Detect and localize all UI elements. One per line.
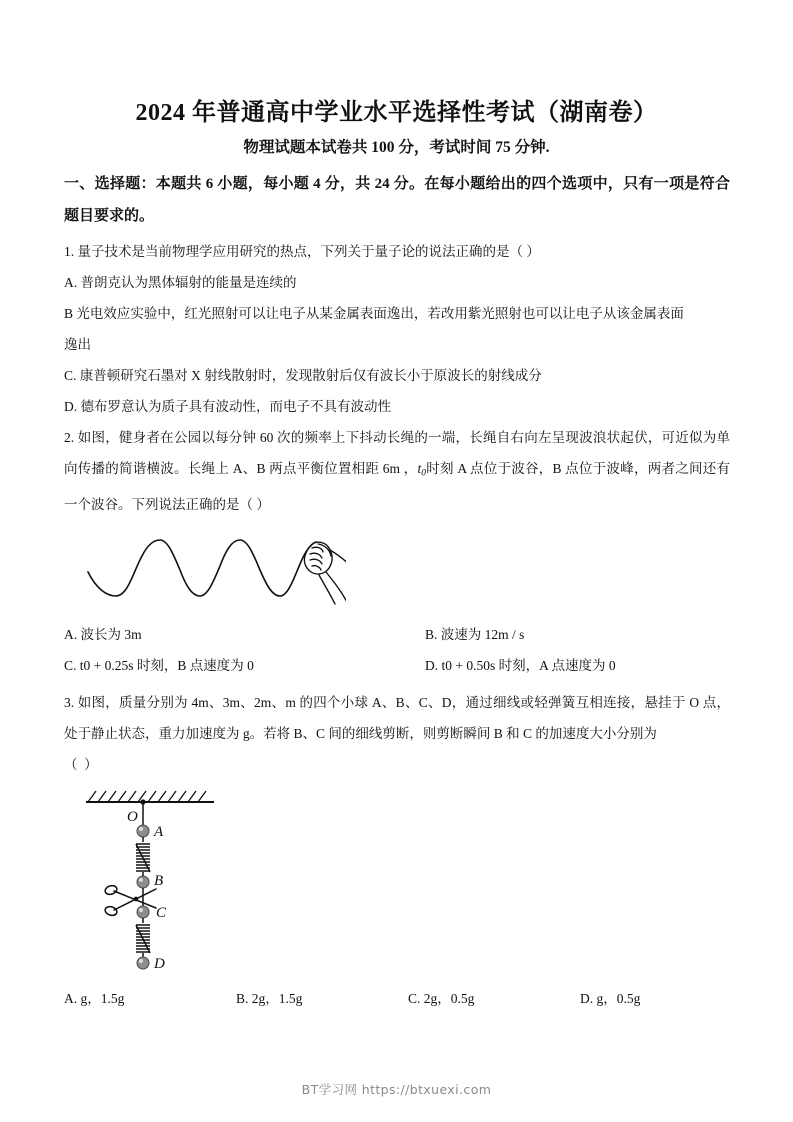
- exam-content: [64, 168, 730, 1014]
- section-instruction: 一、选择题：本题共 6 小题，每小题 4 分，共 24 分。在每小题给出的四个选项中，只有一项是符合题目要求的。: [64, 176, 730, 224]
- rope-wave-hand-figure: [86, 530, 730, 617]
- spring-C-D: [136, 918, 150, 958]
- question-3-option-d-text: g，0.5g: [596, 991, 641, 1007]
- question-2-option-b-label: B.: [425, 627, 438, 643]
- question-2-stem-part1: 2. 如图，健身者在公园以每分钟 60 次的频率上下抖动长绳的一端，长绳自右向左呈现波浪状起伏，可近似为单向传播的简谐横波。长绳上 A、B 两点平衡位置相距 6m ，: [64, 430, 730, 476]
- question-1-option-b-cont: 逸出: [64, 337, 91, 352]
- question-2-stem-part2: 时刻 A 点位于波谷，B 点位于波峰，两者之间还有一个波谷。下列说法正确的是（ ）: [64, 461, 730, 513]
- question-2-stem: [64, 422, 730, 520]
- question-3-option-a-text: g，1.5g: [80, 991, 125, 1007]
- hand-icon: [304, 543, 346, 605]
- question-2-option-d[interactable]: [425, 650, 786, 681]
- label-B: B: [154, 873, 164, 890]
- question-3: [64, 687, 730, 1014]
- page-title: 2024 年普通高中学业水平选择性考试（湖南卷）: [135, 100, 658, 126]
- question-2-option-c[interactable]: [64, 650, 425, 681]
- question-2-options-row-1: [64, 619, 730, 650]
- question-2-option-c-text: t0 + 0.25s 时刻，B 点速度为 0: [79, 658, 254, 674]
- label-A: A: [154, 824, 164, 841]
- site-watermark: BT学习网 https://btxuexi.com: [301, 1082, 492, 1097]
- question-1-stem: 1. 量子技术是当前物理学应用研究的热点，下列关于量子论的说法正确的是（ ）: [64, 244, 540, 259]
- question-1-option-b[interactable]: B 光电效应实验中，红光照射可以让电子从某金属表面逸出，若改用紫光照射也可以让电子从该金属表面: [64, 306, 684, 321]
- question-3-stem-tail: （ ）: [64, 757, 100, 773]
- question-3-option-a[interactable]: [64, 983, 236, 1014]
- question-3-option-c-label: C.: [408, 991, 421, 1007]
- question-2-stem-t0: t: [417, 461, 422, 476]
- question-2-option-b[interactable]: [425, 619, 786, 650]
- question-3-option-c[interactable]: [408, 983, 580, 1014]
- question-2-option-d-text: t0 + 0.50s 时刻，A 点速度为 0: [441, 658, 616, 674]
- question-3-stem: 3. 如图，质量分别为 4m、3m、2m、m 的四个小球 A、B、C、D，通过细线或轻弹簧互相连接，悬挂于 O 点，处于静止状态，重力加速度为 g。若将 B、C 间的细线剪断，则剪断瞬间 B 和 C 的加速度大小分别为: [64, 695, 730, 742]
- question-3-option-a-label: A.: [64, 991, 78, 1007]
- question-3-option-d[interactable]: [580, 983, 752, 1014]
- ball-B: [137, 876, 149, 888]
- question-2-option-b-text: 波速为 12m / s: [440, 627, 525, 643]
- question-1-option-d[interactable]: D. 德布罗意认为质子具有波动性，而电子不具有波动性: [64, 399, 391, 414]
- ball-A: [137, 825, 149, 837]
- spring-ball-chain-figure: [74, 786, 730, 981]
- page-subtitle: 物理试题本试卷共 100 分，考试时间 75 分钟.: [243, 139, 550, 156]
- question-3-options-row: [64, 983, 730, 1014]
- question-1-option-a[interactable]: A. 普朗克认为黑体辐射的能量是连续的: [64, 275, 297, 290]
- label-C: C: [156, 905, 167, 922]
- question-2-stem-t0-subscript: 0: [421, 468, 426, 479]
- label-O: O: [127, 809, 138, 826]
- question-2-option-a-text: 波长为 3m: [80, 627, 142, 643]
- question-3-option-d-label: D.: [580, 991, 594, 1007]
- question-2: [64, 422, 730, 681]
- question-1-option-c[interactable]: C. 康普顿研究石墨对 X 射线散射时，发现散射后仅有波长小于原波长的射线成分: [64, 368, 542, 383]
- question-3-option-b-text: 2g，1.5g: [251, 991, 303, 1007]
- question-3-option-c-text: 2g，0.5g: [423, 991, 475, 1007]
- question-2-option-c-label: C.: [64, 658, 77, 674]
- ceiling-hatching: [88, 791, 206, 802]
- question-2-options-row-2: [64, 650, 730, 681]
- question-1: [64, 236, 730, 422]
- question-2-option-a-label: A.: [64, 627, 78, 643]
- ball-D: [137, 957, 149, 969]
- question-3-option-b-label: B.: [236, 991, 249, 1007]
- question-2-option-a[interactable]: [64, 619, 425, 650]
- spring-A-B: [136, 837, 150, 877]
- question-3-option-b[interactable]: [236, 983, 408, 1014]
- ball-C: [137, 906, 149, 918]
- label-D: D: [154, 956, 165, 973]
- question-2-option-d-label: D.: [425, 658, 439, 674]
